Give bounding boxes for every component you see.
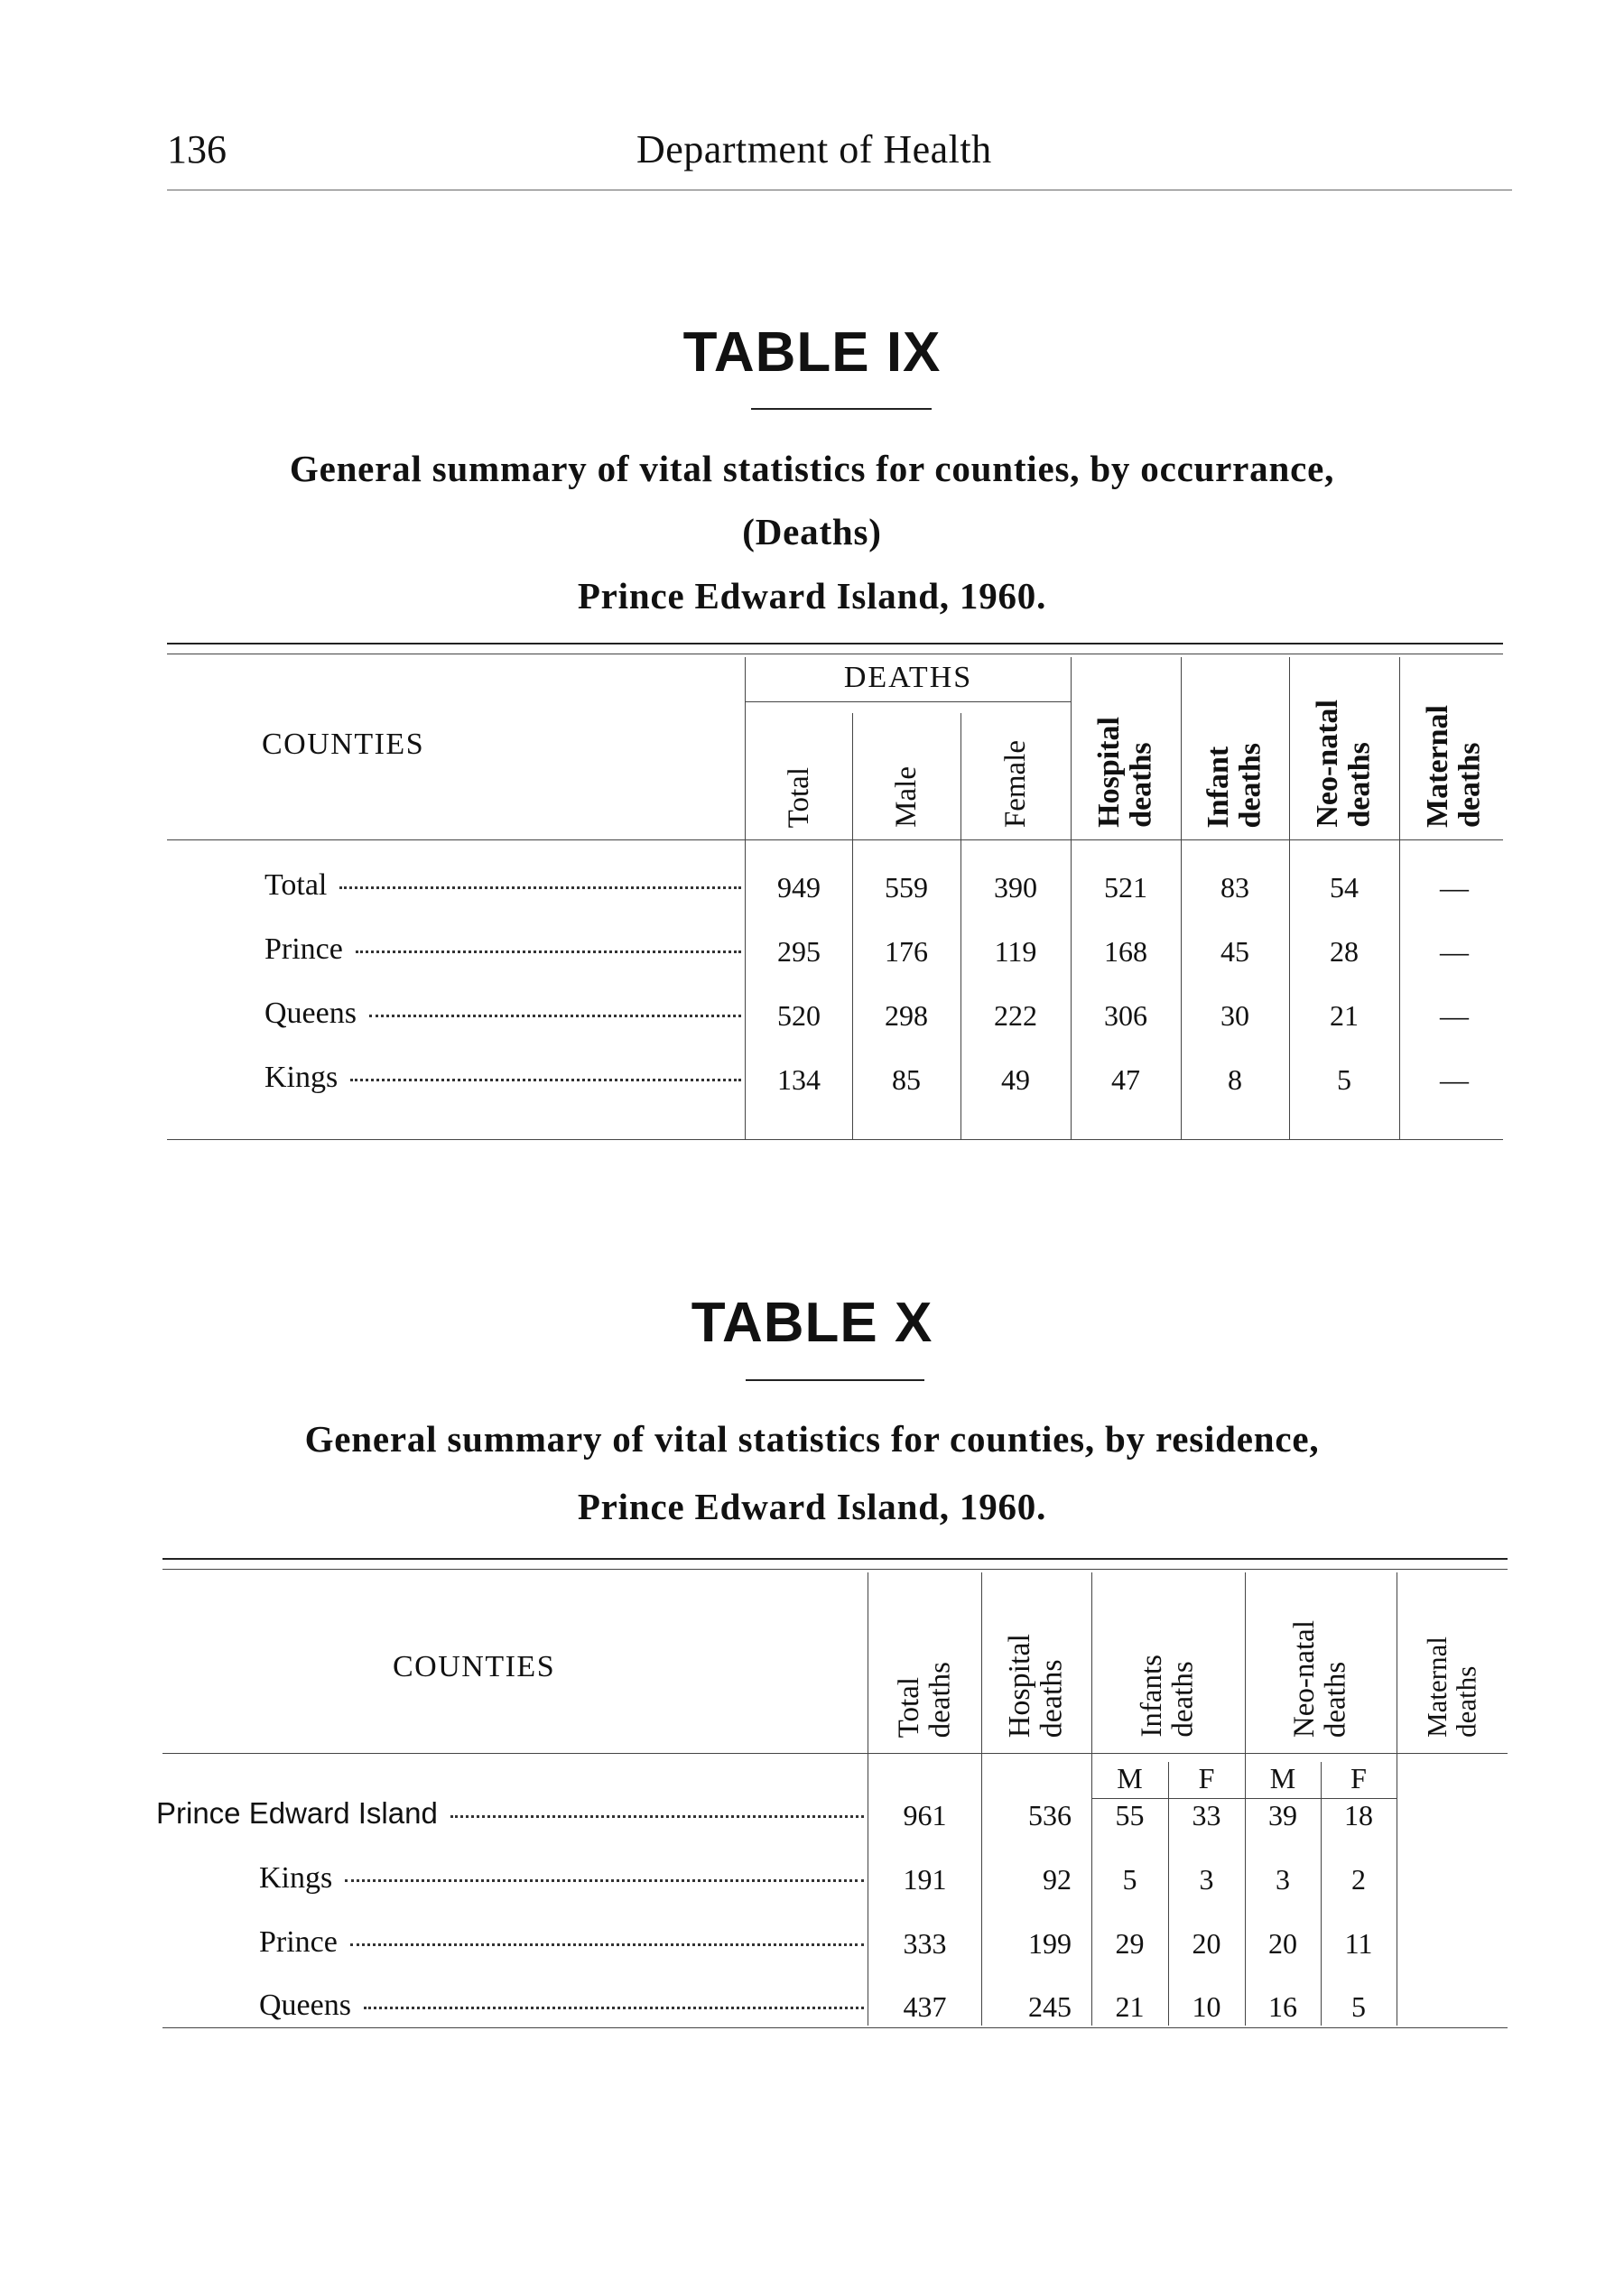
table-x-cell: 33 bbox=[1192, 1799, 1221, 1831]
table-ix-cell: 85 bbox=[892, 1063, 921, 1096]
table-x-bottom-rule bbox=[162, 2027, 1508, 2028]
table-ix-row-label bbox=[264, 997, 741, 1031]
table-ix-col-infant-line-1: Infant bbox=[1202, 746, 1236, 828]
table-ix-title: TABLE IX bbox=[682, 321, 942, 384]
table-x-title: TABLE X bbox=[691, 1292, 933, 1354]
table-x-col-maternal bbox=[1397, 1575, 1508, 1738]
table-x-cell: 2 bbox=[1351, 1863, 1366, 1896]
table-ix-subtitle-line-1: General summary of vital statistics for counties, by occurrance, bbox=[289, 448, 1335, 489]
table-x-col-neonatal-line-2: deaths bbox=[1320, 1661, 1352, 1738]
table-x-cell: 191 bbox=[903, 1863, 947, 1896]
table-x-cell: 437 bbox=[903, 1990, 947, 2023]
page-number: 136 bbox=[167, 127, 227, 172]
table-x-title-rule bbox=[746, 1379, 924, 1381]
running-head: Department of Health bbox=[636, 127, 992, 172]
table-ix-col-male-label: Male bbox=[889, 766, 923, 828]
table-x-row-label-text: Queens bbox=[259, 1989, 351, 2022]
table-ix-cell: 5 bbox=[1337, 1063, 1351, 1096]
table-x-stub-header: COUNTIES bbox=[393, 1650, 556, 1683]
table-ix-col-total-label: Total bbox=[782, 766, 815, 828]
table-ix-row-label bbox=[264, 932, 741, 967]
table-ix-stub-header: COUNTIES bbox=[262, 728, 425, 761]
table-ix-col-hospital-line-2: deaths bbox=[1125, 742, 1158, 828]
table-x-col-infants bbox=[1091, 1575, 1245, 1738]
table-x-row-label bbox=[259, 1989, 864, 2023]
table-ix-row-label bbox=[264, 1061, 741, 1095]
table-x-cell: 10 bbox=[1192, 1990, 1221, 2023]
table-ix-col-neonatal-line-2: deaths bbox=[1343, 742, 1377, 828]
table-ix-col-maternal-line-2: deaths bbox=[1453, 742, 1487, 828]
table-x-row-label-text: Prince Edward Island bbox=[156, 1796, 438, 1830]
table-ix-subtitle-line-3: Prince Edward Island, 1960. bbox=[577, 575, 1047, 617]
table-ix-cell: — bbox=[1440, 871, 1469, 904]
table-ix-cell: 47 bbox=[1111, 1063, 1140, 1096]
table-ix-col-neonatal-line-1: Neo-natal bbox=[1311, 700, 1345, 828]
table-ix-col-hospital-line-1: Hospital bbox=[1092, 717, 1127, 828]
table-ix-cell: 54 bbox=[1330, 871, 1359, 904]
table-ix-header-rule bbox=[167, 839, 1503, 840]
table-x-top-rule bbox=[162, 1558, 1508, 1560]
table-x-col-infants-line-2: deaths bbox=[1167, 1661, 1200, 1738]
table-ix-row-label-text: Total bbox=[264, 868, 328, 902]
table-x-cell: 5 bbox=[1122, 1863, 1137, 1896]
table-x-cell: 55 bbox=[1115, 1799, 1145, 1831]
page-header bbox=[167, 126, 1512, 190]
table-x-cell: 92 bbox=[1043, 1863, 1072, 1896]
dot-leader bbox=[339, 886, 741, 889]
table-ix-cell: — bbox=[1440, 1063, 1469, 1096]
table-ix-col-hospital bbox=[1071, 657, 1181, 828]
table-ix-col-maternal bbox=[1399, 657, 1509, 828]
table-ix-col-female-label: Female bbox=[998, 739, 1032, 828]
table-ix-col-female bbox=[960, 706, 1071, 828]
table-ix-col-infant-line-2: deaths bbox=[1234, 742, 1267, 828]
table-x-col-total-line-1: Total bbox=[892, 1676, 925, 1738]
dot-leader bbox=[345, 1879, 864, 1882]
table-x-row-label bbox=[156, 1796, 864, 1831]
table-x-col-neonatal bbox=[1245, 1575, 1397, 1738]
table-ix-bottom-rule bbox=[167, 1139, 1503, 1140]
table-ix-cell: 119 bbox=[994, 935, 1037, 968]
table-x-col-hospital-line-2: deaths bbox=[1035, 1659, 1069, 1738]
table-ix-cell: 295 bbox=[777, 935, 821, 968]
table-x-col-total-line-2: deaths bbox=[923, 1661, 957, 1738]
table-x-cell: 199 bbox=[1028, 1927, 1072, 1960]
table-ix-title-rule bbox=[751, 408, 932, 410]
table-x-row-label-text: Kings bbox=[259, 1861, 333, 1895]
table-x-cell: 3 bbox=[1276, 1863, 1290, 1896]
table-x-col-total bbox=[868, 1575, 981, 1738]
table-x-col-maternal-line-1: Maternal bbox=[1420, 1637, 1452, 1738]
table-x-cell: 21 bbox=[1115, 1990, 1145, 2023]
table-ix-col-neonatal bbox=[1289, 657, 1399, 828]
table-ix-cell: 520 bbox=[777, 999, 821, 1032]
table-ix-cell: — bbox=[1440, 999, 1469, 1032]
table-x-subheader-infants-f: F bbox=[1198, 1762, 1215, 1794]
table-ix-row-label bbox=[264, 868, 741, 903]
table-ix-group-rule bbox=[746, 701, 1071, 702]
table-x-cell: 3 bbox=[1199, 1863, 1214, 1896]
table-x-cell: 333 bbox=[903, 1927, 947, 1960]
table-x-subheader-neonatal-m: M bbox=[1269, 1762, 1296, 1794]
table-ix-col-total bbox=[746, 706, 852, 828]
table-x-col-maternal-line-2: deaths bbox=[1450, 1665, 1482, 1738]
table-x-subtitle-line-1: General summary of vital statistics for counties, by residence, bbox=[304, 1418, 1320, 1460]
table-x-cell: 11 bbox=[1344, 1927, 1373, 1960]
table-ix-col-infant bbox=[1181, 657, 1289, 828]
table-ix-cell: 21 bbox=[1330, 999, 1359, 1032]
table-x-cell: 5 bbox=[1351, 1990, 1366, 2023]
table-ix-col-maternal-line-1: Maternal bbox=[1421, 705, 1455, 828]
table-ix-cell: 298 bbox=[885, 999, 928, 1032]
table-ix-row-label-text: Queens bbox=[264, 997, 357, 1030]
table-ix-cell: 83 bbox=[1220, 871, 1249, 904]
table-x-subheader-neonatal-f: F bbox=[1350, 1762, 1367, 1794]
table-ix-row-label-text: Kings bbox=[264, 1061, 339, 1094]
table-ix-cell: 306 bbox=[1104, 999, 1147, 1032]
table-ix-cell: 30 bbox=[1220, 999, 1249, 1032]
dot-leader bbox=[356, 950, 741, 953]
table-ix-cell: 521 bbox=[1104, 871, 1147, 904]
table-x-col-infants-line-1: Infants bbox=[1136, 1655, 1169, 1738]
table-x-col-neonatal-line-1: Neo-natal bbox=[1288, 1619, 1322, 1738]
dot-leader bbox=[450, 1815, 864, 1818]
table-x-top-rule-2 bbox=[162, 1569, 1508, 1570]
table-x-row-label-text: Prince bbox=[259, 1925, 338, 1959]
table-x-col-hospital-line-1: Hospital bbox=[1003, 1633, 1037, 1738]
table-ix-cell: — bbox=[1440, 935, 1469, 968]
table-x-cell: 39 bbox=[1268, 1799, 1297, 1831]
table-ix-cell: 176 bbox=[885, 935, 928, 968]
dot-leader bbox=[364, 2007, 864, 2009]
table-ix-cell: 168 bbox=[1104, 935, 1147, 968]
dot-leader bbox=[369, 1015, 741, 1017]
table-x-cell: 29 bbox=[1115, 1927, 1145, 1960]
table-x-cell: 18 bbox=[1344, 1799, 1373, 1831]
table-x-cell: 16 bbox=[1268, 1990, 1297, 2023]
table-x-subheader-infants-m: M bbox=[1117, 1762, 1143, 1794]
table-ix-row-label-text: Prince bbox=[264, 932, 343, 966]
table-ix-subtitle-line-2: (Deaths) bbox=[742, 511, 882, 552]
table-x-row-label bbox=[259, 1925, 864, 1960]
table-x-cell: 536 bbox=[1028, 1799, 1072, 1831]
table-ix-cell: 949 bbox=[777, 871, 821, 904]
table-ix-cell: 45 bbox=[1220, 935, 1249, 968]
table-ix-cell: 8 bbox=[1228, 1063, 1242, 1096]
table-x-header-rule bbox=[162, 1753, 1508, 1754]
table-x-cell: 961 bbox=[903, 1799, 947, 1831]
table-ix-cell: 222 bbox=[994, 999, 1037, 1032]
table-x-cell: 20 bbox=[1268, 1927, 1297, 1960]
table-ix-top-rule bbox=[167, 643, 1503, 644]
table-x-cell: 245 bbox=[1028, 1990, 1072, 2023]
table-ix-deaths-group-header: DEATHS bbox=[843, 661, 973, 694]
table-ix-cell: 559 bbox=[885, 871, 928, 904]
table-ix-cell: 390 bbox=[994, 871, 1037, 904]
table-ix-cell: 49 bbox=[1001, 1063, 1030, 1096]
dot-leader bbox=[350, 1943, 864, 1946]
dot-leader bbox=[350, 1079, 741, 1081]
table-x-cell: 20 bbox=[1192, 1927, 1221, 1960]
table-ix-cell: 28 bbox=[1330, 935, 1359, 968]
table-x-subtitle-line-2: Prince Edward Island, 1960. bbox=[577, 1486, 1047, 1527]
table-x-row-label bbox=[259, 1861, 864, 1896]
table-ix-cell: 134 bbox=[777, 1063, 821, 1096]
table-x-col-hospital bbox=[981, 1575, 1091, 1738]
table-ix-col-male bbox=[852, 706, 960, 828]
